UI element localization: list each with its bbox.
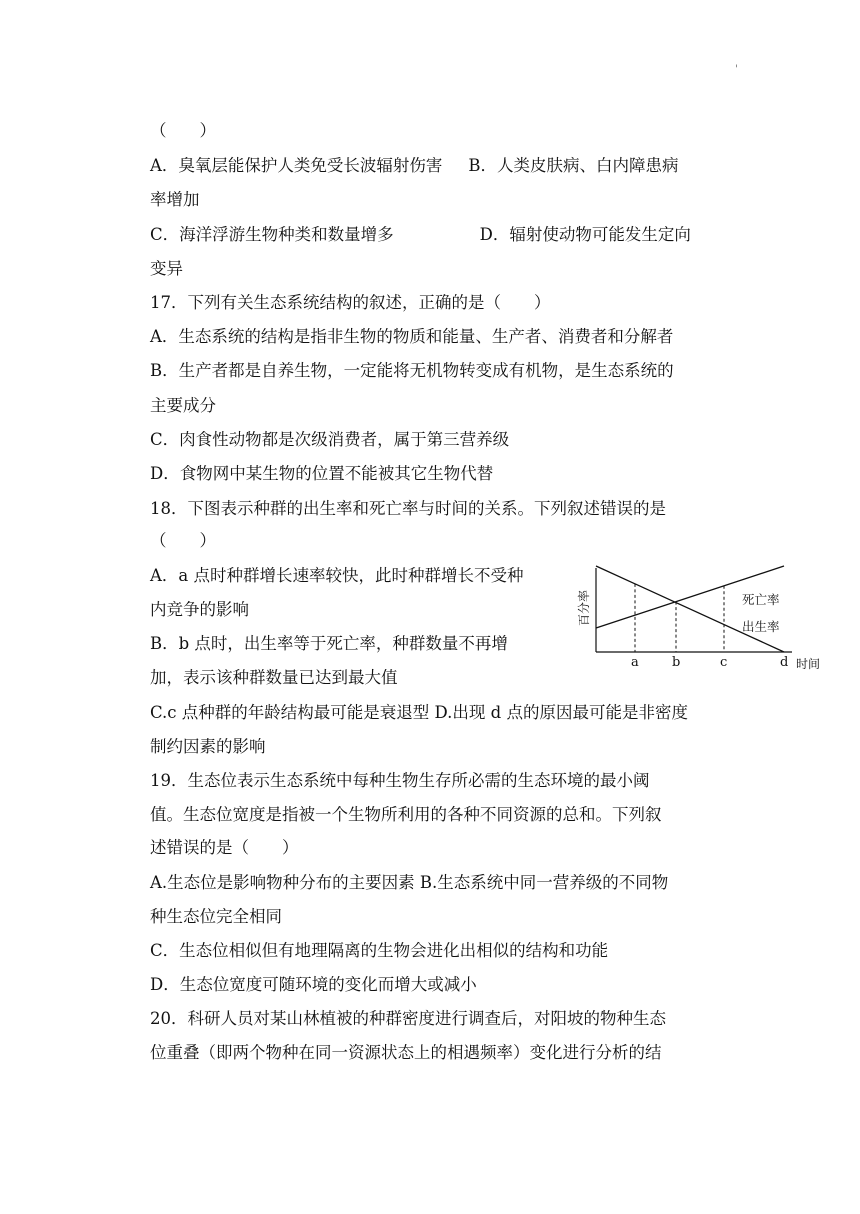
q16-option-b: B．人类皮肤病、白内障患病 [468, 156, 679, 175]
q16-option-b-cont: 率增加 [150, 190, 200, 209]
series-label-death-rate: 死亡率 [742, 592, 780, 607]
q17-option-d: D．食物网中某生物的位置不能被其它生物代替 [150, 464, 494, 483]
q16-options-cd [150, 225, 691, 245]
q16-option-c: C．海洋浮游生物种类和数量增多 [150, 225, 394, 244]
birth-rate-line [596, 566, 784, 652]
corner-mark: ' [735, 64, 738, 75]
q19-stem-1: 19．生态位表示生态系统中每种生物生存所必需的生态环境的最小阈 [150, 771, 650, 790]
q17-option-a: A．生态系统的结构是指非生物的物质和能量、生产者、消费者和分解者 [150, 327, 674, 346]
series-label-birth-rate: 出生率 [742, 619, 780, 634]
y-axis-label: 百分率 [577, 589, 591, 626]
x-tick-b: b [672, 655, 681, 670]
x-tick-d: d [780, 655, 789, 670]
q18-option-a-cont: 内竞争的影响 [150, 600, 249, 619]
q18-paren: （ ） [150, 531, 216, 550]
q18-option-cd: C.c 点种群的年龄结构最可能是衰退型 D.出现 d 点的原因最可能是非密度 [150, 703, 688, 722]
q19-option-c: C．生态位相似但有地理隔离的生物会进化出相似的结构和功能 [150, 941, 609, 960]
q16-options-ab [150, 156, 679, 176]
q16-option-d: D．辐射使动物可能发生定向 [479, 225, 691, 244]
q20-stem-1: 20．科研人员对某山林植被的种群密度进行调查后，对阳坡的物种生态 [150, 1009, 666, 1028]
q17-option-b: B．生产者都是自养生物，一定能将无机物转变成有机物，是生态系统的 [150, 361, 674, 380]
q17-stem: 17．下列有关生态系统结构的叙述，正确的是（ ） [150, 293, 551, 312]
q17-option-c: C．肉食性动物都是次级消费者，属于第三营养级 [150, 430, 510, 449]
q20-stem-2: 位重叠（即两个物种在同一资源状态上的相遇频率）变化进行分析的结 [150, 1043, 662, 1062]
q18-stem: 18．下图表示种群的出生率和死亡率与时间的关系。下列叙述错误的是 [150, 499, 666, 518]
q16-option-a: A．臭氧层能保护人类免受长波辐射伤害 [150, 156, 443, 175]
q19-option-d: D．生态位宽度可随环境的变化而增大或减小 [150, 975, 477, 994]
q17-option-b-cont: 主要成分 [150, 396, 216, 415]
q19-stem-3: 述错误的是（ ） [150, 838, 299, 857]
q19-option-ab-cont: 种生态位完全相同 [150, 907, 282, 926]
x-tick-a: a [631, 655, 639, 670]
q19-option-ab: A.生态位是影响物种分布的主要因素 B.生态系统中同一营养级的不同物 [150, 873, 669, 892]
x-tick-c: c [720, 655, 728, 670]
q18-option-b: B．b 点时，出生率等于死亡率，种群数量不再增 [150, 634, 508, 653]
q16-paren: （ ） [150, 121, 216, 140]
q18-option-b-cont: 加，表示该种群数量已达到最大值 [150, 668, 398, 687]
q18-option-cd-cont: 制约因素的影响 [150, 737, 266, 756]
q18-option-a: A．a 点时种群增长速率较快，此时种群增长不受种 [150, 566, 524, 585]
q16-option-d-cont: 变异 [150, 259, 183, 278]
q19-stem-2: 值。生态位宽度是指被一个生物所利用的各种不同资源的总和。下列叙 [150, 805, 662, 824]
birth-death-rate-chart [560, 560, 830, 676]
x-axis-label: 时间 [796, 657, 821, 671]
